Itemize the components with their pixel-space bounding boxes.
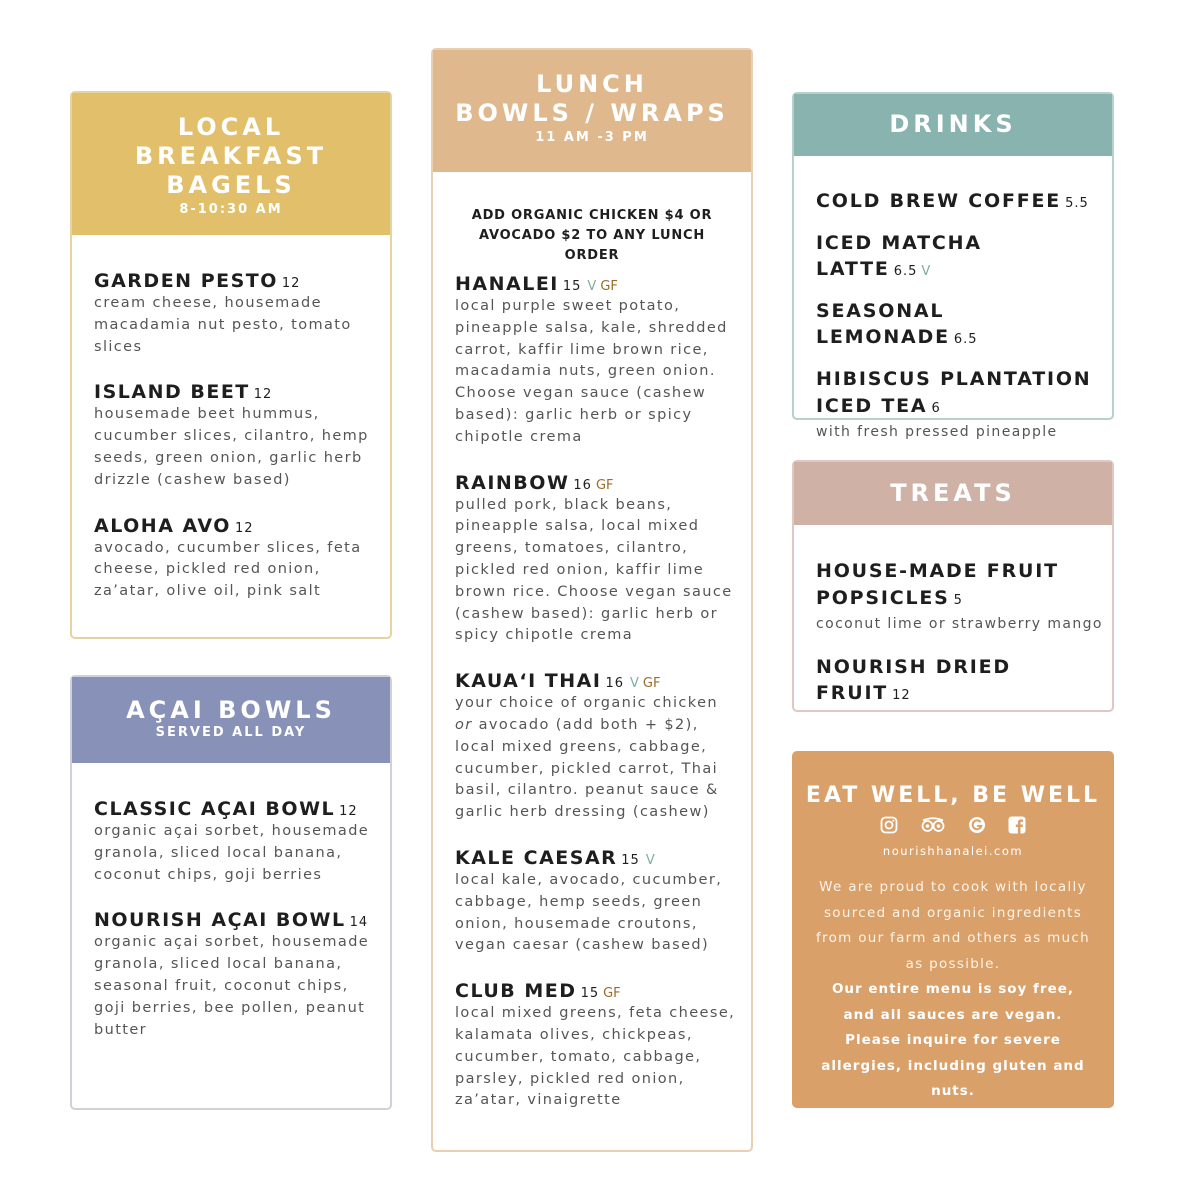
acai-card: [70, 675, 392, 1110]
item-price: 12: [281, 276, 301, 291]
item-name: HIBISCUS PLANTATION ICED TEA: [816, 368, 1092, 417]
item-price: 15: [580, 986, 600, 1002]
gluten-free-tag: GF: [642, 676, 661, 692]
item-name: ALOHA AVO: [94, 514, 231, 537]
menu-item: [94, 269, 378, 358]
treat-item: [816, 654, 1104, 706]
menu-item: [94, 797, 378, 886]
menu-item: [94, 908, 378, 1041]
item-description: organic açai sorbet, housemade granola, sliced local banana, seasonal fruit, coconut chips, goji berries, bee pollen, peanut butter: [94, 934, 370, 1038]
lunch-addon-note: ADD ORGANIC CHICKEN $4 OR AVOCADO $2 TO ANY LUNCH ORDER: [471, 208, 713, 263]
item-name: ISLAND BEET: [94, 381, 250, 404]
drink-item: [816, 366, 1104, 444]
description-rest: avocado (add both + $2), local mixed greens, cabbage, cucumber, pickled carrot, Thai basil, cilantro. peanut sauce & garlic herb dressing (cashew): [455, 716, 719, 821]
item-description: with fresh pressed pineapple: [816, 424, 1058, 440]
item-description: pulled pork, black beans, pineapple salsa, local mixed greens, tomatoes, cilantro, pickled red onion, kaffir lime brown rice. Choose vegan sauce (cashew based): garlic herb or spicy chipotle crema: [455, 496, 733, 644]
item-description: organic açai sorbet, housemade granola, sliced local banana, coconut chips, goji berries: [94, 823, 370, 883]
item-price: 12: [253, 387, 273, 403]
gluten-free-tag: GF: [603, 986, 621, 1002]
drinks-header: [794, 94, 1112, 156]
menu-item: [455, 669, 739, 824]
item-name: RAINBOW: [455, 471, 570, 494]
item-description: local kale, avocado, cucumber, cabbage, hemp seeds, green onion, housemade croutons, vegan caesar (cashew based): [455, 871, 723, 954]
item-description: housemade beet hummus, cucumber slices, cilantro, hemp seeds, green onion, garlic herb drizzle (cashew based): [94, 406, 369, 488]
menu-item: [455, 272, 739, 449]
item-price: 16: [605, 676, 624, 692]
breakfast-header: [72, 93, 390, 235]
item-name: HOUSE-MADE FRUIT POPSICLES: [816, 560, 1059, 609]
breakfast-title-line-2: BREAKFAST: [134, 142, 328, 170]
breakfast-hours: 8-10:30 AM: [179, 202, 283, 217]
eat-well-title: EAT WELL, BE WELL: [805, 783, 1101, 808]
allergy-note: Our entire menu is soy free, and all sauces are vegan. Please inquire for severe allergies, including gluten and nuts.: [821, 981, 1085, 1099]
lunch-hours: 11 AM -3 PM: [535, 130, 649, 145]
drink-item: [816, 230, 1104, 282]
menu-item: [455, 979, 739, 1112]
drink-item: [816, 298, 1104, 350]
gluten-free-tag: GF: [595, 477, 614, 493]
eat-well-blurb: We are proud to cook with locally sourced and organic ingredients from our farm and others as much as possible.: [815, 879, 1090, 972]
menu-item: [94, 380, 378, 491]
drink-item: [816, 188, 1104, 214]
item-price: 12: [339, 804, 358, 819]
google-icon[interactable]: [968, 816, 986, 834]
gluten-free-tag: GF: [600, 279, 618, 294]
item-description: avocado, cucumber slices, feta cheese, pickled red onion, za’atar, olive oil, pink salt: [94, 539, 362, 600]
acai-title: AÇAI BOWLS: [126, 696, 336, 724]
vegan-tag: V: [645, 852, 655, 868]
item-price: 15: [562, 279, 582, 294]
item-name: SEASONAL LEMONADE: [816, 300, 950, 348]
item-price: 12: [892, 687, 911, 703]
item-price: 6: [931, 401, 941, 416]
acai-subtitle: SERVED ALL DAY: [155, 725, 307, 740]
social-icons: [794, 816, 1112, 834]
item-price: 5.5: [1065, 196, 1089, 211]
treats-card: [792, 460, 1114, 712]
item-name: GARDEN PESTO: [94, 270, 278, 292]
item-price: 14: [349, 915, 369, 931]
drinks-card: [792, 92, 1114, 440]
eat-well-card: [792, 751, 1114, 1108]
lunch-card: [431, 48, 753, 1152]
vegan-tag: V: [921, 264, 931, 279]
instagram-icon[interactable]: [880, 816, 898, 834]
item-description: [455, 693, 739, 824]
item-name: CLUB MED: [455, 980, 577, 1003]
item-name: KAUA‘I THAI: [455, 670, 602, 693]
item-name: NOURISH AÇAI BOWL: [94, 909, 346, 932]
item-name: COLD BREW COFFEE: [816, 190, 1062, 212]
item-description: local mixed greens, feta cheese, kalamata olives, chickpeas, cucumber, tomato, cabbage, parsley, pickled red onion, za’atar, vinaigrette: [455, 1005, 736, 1109]
item-price: 6.5: [893, 264, 918, 279]
menu-item: [94, 514, 378, 603]
lunch-title-line-2: BOWLS / WRAPS: [455, 99, 729, 127]
item-name: NOURISH DRIED FRUIT: [816, 655, 1012, 704]
item-description: cream cheese, housemade macadamia nut pesto, tomato slices: [94, 295, 352, 355]
item-price: 12: [234, 520, 254, 536]
item-price: 16: [573, 477, 592, 493]
menu-item: [455, 471, 739, 648]
breakfast-title-line-3: BAGELS: [166, 171, 296, 199]
item-price: 15: [621, 852, 640, 868]
breakfast-card: [70, 91, 392, 639]
lunch-title-line-1: LUNCH: [536, 70, 648, 98]
item-name: ICED MATCHA LATTE: [816, 232, 982, 280]
tripadvisor-icon[interactable]: [920, 816, 946, 834]
acai-header: [72, 677, 390, 763]
drinks-title: DRINKS: [889, 110, 1017, 138]
item-description: coconut lime or strawberry mango: [816, 616, 1103, 632]
vegan-tag: V: [629, 676, 639, 692]
vegan-tag: V: [587, 279, 597, 294]
facebook-icon[interactable]: [1008, 816, 1026, 834]
website-url[interactable]: nourishhanalei.com: [882, 844, 1024, 858]
treats-title: TREATS: [890, 479, 1016, 507]
item-name: CLASSIC AÇAI BOWL: [94, 798, 336, 820]
item-description: local purple sweet potato, pineapple salsa, kale, shredded carrot, kaffir lime brown rice, macadamia nuts, green onion. Choose vegan sauce (cashew based): garlic herb or spicy chipotle crema: [455, 298, 728, 445]
item-price: 6.5: [953, 332, 978, 347]
description-prefix: your choice of organic chicken: [455, 695, 718, 712]
treats-header: [794, 462, 1112, 525]
description-emphasis: or: [455, 716, 473, 733]
treat-item: [816, 558, 1104, 636]
item-price: 5: [953, 593, 963, 608]
lunch-header: [433, 50, 751, 172]
item-name: HANALEI: [455, 273, 559, 295]
item-name: KALE CAESAR: [455, 846, 618, 869]
breakfast-title-line-1: LOCAL: [177, 113, 285, 141]
menu-item: [455, 846, 739, 957]
